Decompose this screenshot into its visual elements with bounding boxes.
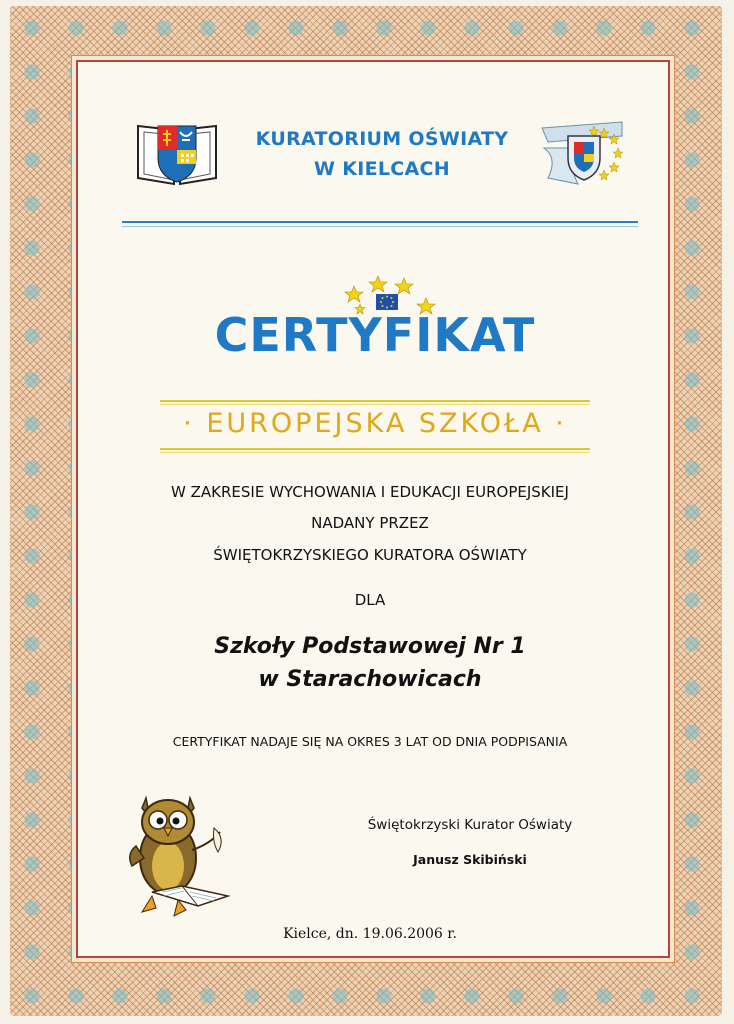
- coat-of-arms-book-logo: [134, 118, 220, 190]
- issue-date: Kielce, dn. 19.06.2006 r.: [283, 926, 457, 942]
- certificate-subtitle: · EUROPEJSKA SZKOŁA ·: [183, 408, 567, 439]
- header-divider: [122, 221, 638, 227]
- signatory-title: Świętokrzyski Kurator Oświaty: [367, 817, 573, 833]
- body-line-1: W ZAKRESIE WYCHOWANIA I EDUKACJI EUROPEJSKIEJ: [171, 483, 569, 501]
- signatory-name: Janusz Skibiński: [413, 852, 527, 867]
- recipient-line-2: w Starachowicach: [258, 667, 482, 692]
- certificate-title: CERTYFIKAT: [214, 308, 536, 362]
- gold-divider-bottom: [160, 448, 590, 453]
- body-line-2: NADANY PRZEZ: [311, 514, 429, 532]
- body-line-4: DLA: [354, 591, 386, 609]
- body-line-3: ŚWIĘTOKRZYSKIEGO KURATORA OŚWIATY: [213, 546, 527, 564]
- owl-mascot-illustration: [122, 788, 234, 918]
- validity-text: CERTYFIKAT NADAJE SIĘ NA OKRES 3 LAT OD DNIA PODPISANIA: [172, 734, 568, 749]
- school-emblem-logo: [538, 118, 628, 190]
- header-title-line1: KURATORIUM OŚWIATY: [255, 128, 509, 150]
- gold-divider-top: [160, 400, 590, 405]
- recipient-line-1: Szkoły Podstawowej Nr 1: [214, 634, 526, 659]
- header-title-line2: W KIELCACH: [314, 158, 450, 180]
